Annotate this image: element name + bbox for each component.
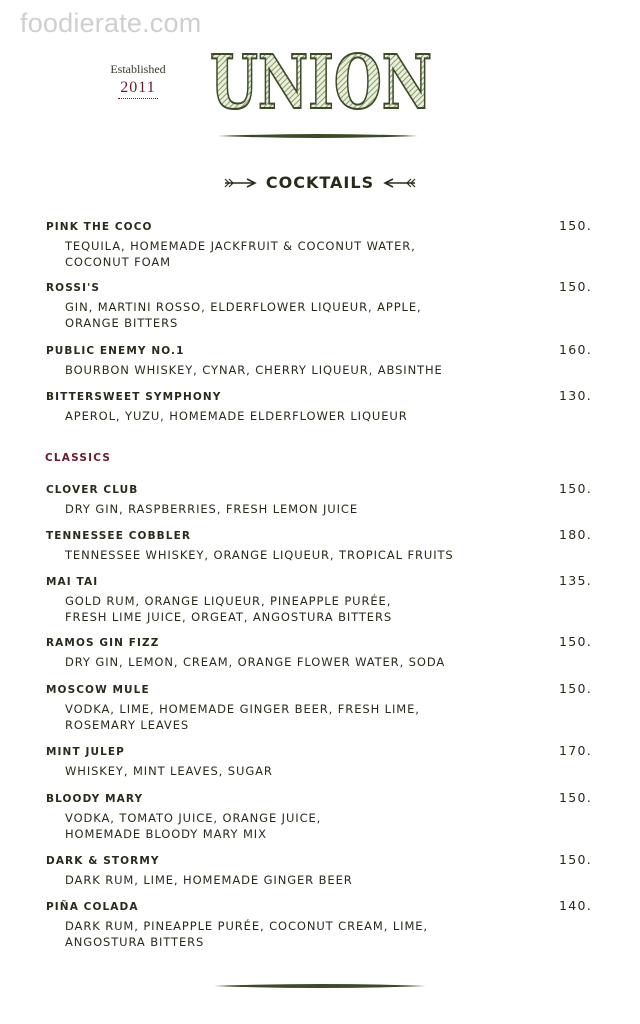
description-line: DRY GIN, LEMON, CREAM, ORANGE FLOWER WATER, SODA (65, 655, 446, 669)
watermark: foodierate.com (20, 8, 202, 38)
item-price: 180. (558, 527, 592, 542)
description-line: VODKA, LIME, HOMEMADE GINGER BEER, FRESH LIME, (65, 702, 420, 716)
item-price: 150. (558, 634, 592, 649)
logo-text: UNION (210, 40, 432, 126)
item-name: MINT JULEP (46, 746, 125, 758)
item-description (65, 811, 495, 842)
item-description (65, 655, 495, 671)
item-description (65, 548, 495, 564)
arrow-right-icon (223, 173, 257, 192)
item-description (65, 502, 495, 518)
description-line: HOMEMADE BLOODY MARY MIX (65, 826, 267, 841)
menu-item (46, 388, 596, 425)
menu-item (46, 790, 596, 842)
item-price: 150. (558, 218, 592, 233)
footer-divider (214, 974, 426, 993)
description-line: VODKA, TOMATO JUICE, ORANGE JUICE, (65, 811, 322, 825)
item-price: 150. (558, 681, 592, 696)
header-divider (218, 124, 418, 143)
item-description (65, 873, 495, 889)
description-line: DARK RUM, LIME, HOMEMADE GINGER BEER (65, 873, 353, 887)
description-line: FRESH LIME JUICE, ORGEAT, ANGOSTURA BITTERS (65, 609, 393, 624)
item-name: TENNESSEE COBBLER (46, 530, 192, 542)
menu-item (46, 898, 596, 950)
item-description (65, 594, 495, 625)
menu-item (46, 634, 596, 671)
item-description (65, 764, 495, 780)
item-name: CLOVER CLUB (46, 484, 139, 496)
classics-heading: CLASSICS (45, 452, 112, 464)
menu-item (46, 481, 596, 518)
item-price: 150. (558, 852, 592, 867)
item-price: 135. (558, 573, 592, 588)
item-description (65, 919, 495, 950)
description-line: DARK RUM, PINEAPPLE PURÉE, COCONUT CREAM, LIME, (65, 919, 428, 933)
menu-item (46, 852, 596, 889)
description-line: GOLD RUM, ORANGE LIQUEUR, PINEAPPLE PURÉE, (65, 594, 392, 608)
item-name: PUBLIC ENEMY NO.1 (46, 345, 185, 357)
item-name: MOSCOW MULE (46, 684, 150, 696)
established-block (108, 62, 168, 99)
item-name: ROSSI'S (46, 282, 101, 294)
item-name: BITTERSWEET SYMPHONY (46, 391, 222, 403)
item-price: 150. (558, 279, 592, 294)
item-price: 130. (558, 388, 592, 403)
item-name: PINK THE COCO (46, 221, 153, 233)
union-logo-wordmark (206, 40, 436, 126)
item-price: 140. (558, 898, 592, 913)
item-price: 160. (558, 342, 592, 357)
item-description (65, 300, 495, 331)
menu-item (46, 743, 596, 780)
item-description (65, 363, 495, 379)
item-price: 150. (558, 790, 592, 805)
description-line: TEQUILA, HOMEMADE JACKFRUIT & COCONUT WATER, (65, 239, 416, 253)
description-line: ROSEMARY LEAVES (65, 717, 190, 732)
menu-item (46, 681, 596, 733)
established-year: 2011 (118, 79, 157, 99)
item-name: DARK & STORMY (46, 855, 160, 867)
section-title: COCKTAILS (265, 173, 375, 192)
menu-item (46, 527, 596, 564)
item-description (65, 409, 495, 425)
item-price: 150. (558, 481, 592, 496)
item-price: 170. (558, 743, 592, 758)
description-line: ORANGE BITTERS (65, 315, 179, 330)
description-line: ANGOSTURA BITTERS (65, 934, 205, 949)
item-name: RAMOS GIN FIZZ (46, 637, 160, 649)
established-label: Established (110, 62, 166, 76)
description-line: DRY GIN, RASPBERRIES, FRESH LEMON JUICE (65, 502, 359, 516)
menu-item (46, 573, 596, 625)
item-name: BLOODY MARY (46, 793, 144, 805)
item-description (65, 239, 495, 270)
description-line: BOURBON WHISKEY, CYNAR, CHERRY LIQUEUR, ABSINTHE (65, 363, 443, 377)
item-name: MAI TAI (46, 576, 99, 588)
description-line: WHISKEY, MINT LEAVES, SUGAR (65, 764, 273, 778)
cocktails-heading (0, 172, 640, 192)
arrow-left-icon (383, 173, 417, 192)
item-description (65, 702, 495, 733)
description-line: APEROL, YUZU, HOMEMADE ELDERFLOWER LIQUEUR (65, 409, 408, 423)
description-line: COCONUT FOAM (65, 254, 171, 269)
menu-item (46, 342, 596, 379)
description-line: GIN, MARTINI ROSSO, ELDERFLOWER LIQUEUR, APPLE, (65, 300, 422, 314)
menu-item (46, 218, 596, 270)
item-name: PIÑA COLADA (46, 901, 139, 913)
union-logo (206, 40, 436, 126)
menu-item (46, 279, 596, 331)
description-line: TENNESSEE WHISKEY, ORANGE LIQUEUR, TROPICAL FRUITS (65, 548, 454, 562)
